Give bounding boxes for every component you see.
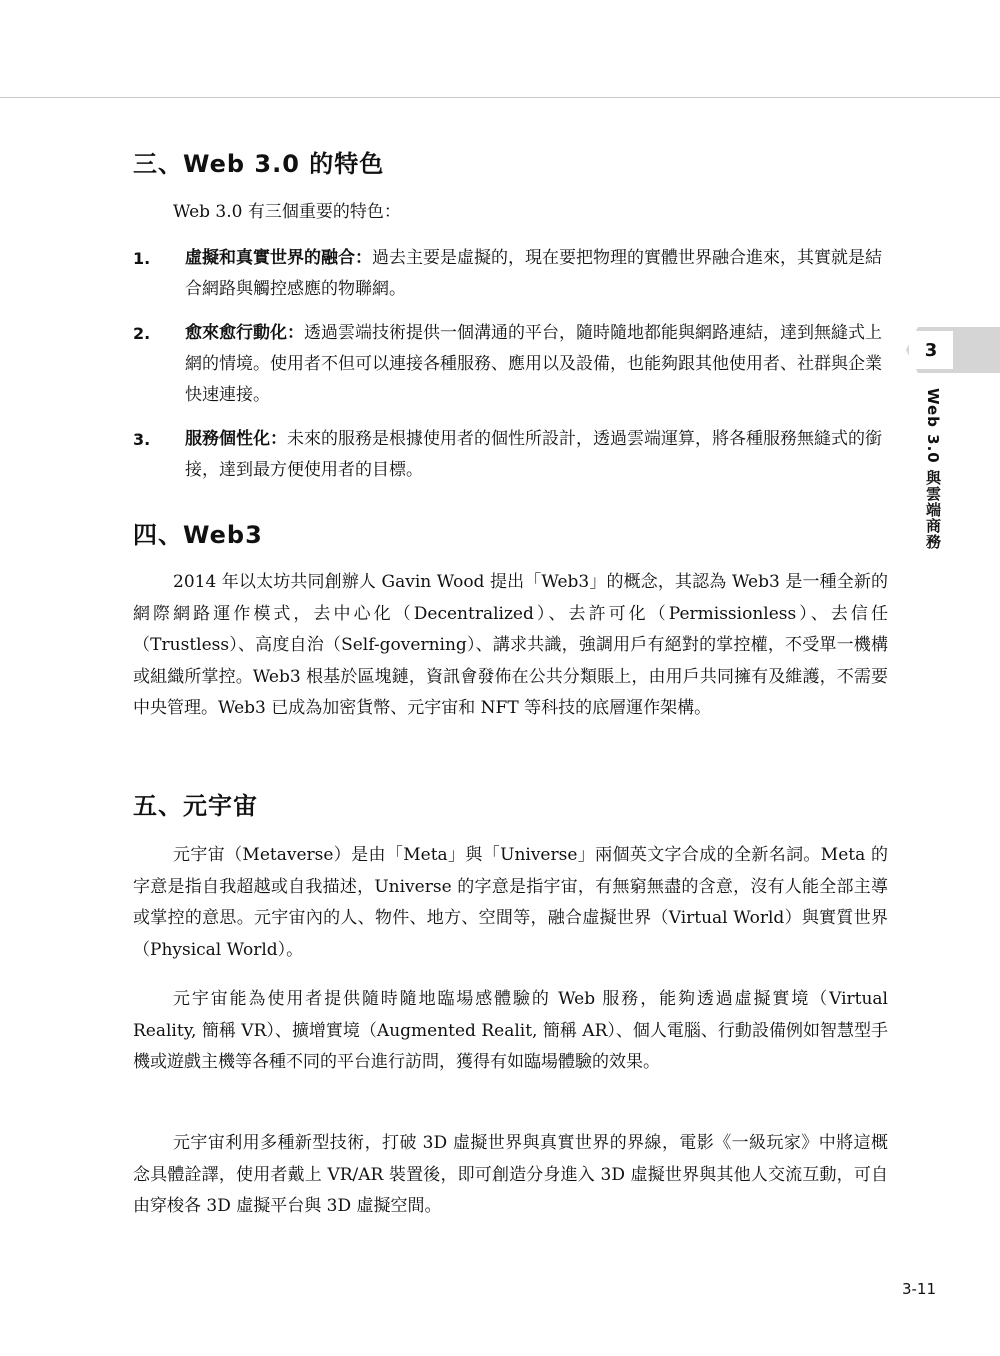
section-heading-web3-features: 三、Web 3.0 的特色 [133, 150, 385, 178]
list-item [133, 424, 888, 486]
section-heading-metaverse: 五、元宇宙 [133, 792, 258, 820]
list-item-number: 1. [133, 249, 151, 268]
list-item-term: 虛擬和真實世界的融合： [185, 248, 372, 268]
paragraph: 元宇宙（Metaverse）是由「Meta」與「Universe」兩個英文字合成的全新名詞。Meta 的字意是指自我超越或自我描述，Universe 的字意是指宇宙，有無窮無盡的含意，沒有人能全部主導或掌控的意思。元宇宙內的人、物件、地方、空間等，融合虛擬世界（Virtual World）與實質世界（Physical World）。 [133, 845, 888, 960]
list-item-text: 未來的服務是根據使用者的個性所設計，透過雲端運算，將各種服務無縫式的銜接，達到最方便使用者的目標。 [185, 429, 882, 480]
section-heading-web3: 四、Web3 [133, 521, 263, 549]
paragraph: 元宇宙能為使用者提供隨時隨地臨場感體驗的 Web 服務，能夠透過虛擬實境（Virtual Reality, 簡稱 VR）、擴增實境（Augmented Realit, 簡稱 AR）、個人電腦、行動設備例如智慧型手機或遊戲主機等各種不同的平台進行訪問，獲得有如臨場體驗的效果。 [133, 989, 888, 1072]
list-item-text: 過去主要是虛擬的，現在要把物理的實體世界融合進來，其實就是結合網路與觸控感應的物聯網。 [185, 248, 882, 299]
list-item-number: 3. [133, 430, 151, 449]
chapter-number: 3 [909, 331, 953, 369]
list-item-text: 透過雲端技術提供一個溝通的平台，隨時隨地都能與網路連結，達到無縫式上網的情境。使用者不但可以連接各種服務、應用以及設備，也能夠跟其他使用者、社群與企業快速連接。 [185, 323, 882, 405]
paragraph: 2014 年以太坊共同創辦人 Gavin Wood 提出「Web3」的概念，其認為 Web3 是一種全新的網際網路運作模式，去中心化（Decentralized）、去許可化（Permissionless）、去信任（Trustless）、高度自治（Self-governing）、講求共識，強調用戶有絕對的掌控權，不受單一機構或組織所掌控。Web3 根基於區塊鏈，資訊會發佈在公共分類賬上，由用戶共同擁有及維護，不需要中央管理。Web3 已成為加密貨幣、元宇宙和 NFT 等科技的底層運作架構。 [133, 572, 888, 718]
list-item [133, 243, 888, 305]
page-number: 3-11 [901, 1280, 936, 1298]
list-item-term: 服務個性化： [185, 429, 287, 449]
header-rule [0, 97, 1000, 98]
list-item [133, 318, 888, 411]
list-item-number: 2. [133, 324, 151, 343]
paragraph: 元宇宙利用多種新型技術，打破 3D 虛擬世界與真實世界的界線，電影《一級玩家》中將這概念具體詮譯，使用者戴上 VR/AR 裝置後，即可創造分身進入 3D 虛擬世界與其他人交流互動，可自由穿梭各 3D 虛擬平台與 3D 虛擬空間。 [133, 1133, 888, 1216]
chapter-title: Web 3.0 與雲端商務 [924, 388, 942, 550]
section-intro: Web 3.0 有三個重要的特色： [173, 202, 401, 222]
list-item-term: 愈來愈行動化： [185, 323, 304, 343]
